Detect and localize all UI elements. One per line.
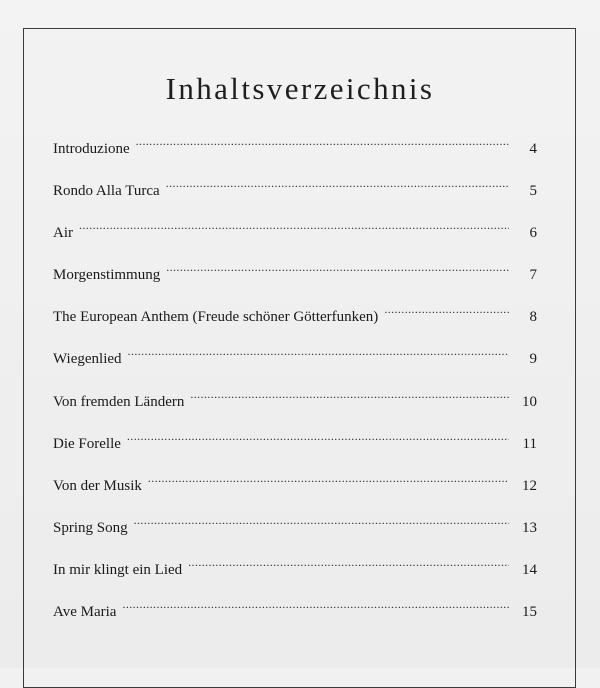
toc-entry[interactable] xyxy=(53,175,537,217)
toc-entry-title: The European Anthem (Freude schöner Götterfunken) xyxy=(53,309,379,326)
toc-entry-title: Air xyxy=(53,225,73,242)
toc-dot-leader xyxy=(384,301,509,321)
toc-dot-leader xyxy=(134,512,509,532)
toc-entry-title: Introduzione xyxy=(53,141,130,157)
toc-entry-title: Von fremden Ländern xyxy=(53,393,185,410)
toc-dot-leader xyxy=(148,470,509,490)
toc-entry-page: 14 xyxy=(522,561,537,578)
toc-dot-leader xyxy=(127,428,509,448)
toc-entry-title: Rondo Alla Turca xyxy=(53,183,160,200)
toc-entry-page: 4 xyxy=(529,141,537,157)
toc-entry-page: 12 xyxy=(522,477,537,494)
toc-entry-title: Die Forelle xyxy=(53,435,121,452)
toc-entry-page: 6 xyxy=(529,225,537,242)
toc-entry[interactable] xyxy=(53,596,537,638)
toc-dot-leader xyxy=(128,343,509,363)
toc-entry-title: Spring Song xyxy=(53,519,128,536)
toc-entry[interactable] xyxy=(53,386,537,428)
toc-entry-page: 9 xyxy=(529,351,537,368)
toc-entry-page: 13 xyxy=(522,519,537,536)
toc-entry-title: Morgenstimmung xyxy=(53,267,161,284)
toc-entry[interactable] xyxy=(53,133,537,175)
toc-entry[interactable] xyxy=(53,470,537,512)
toc-entry[interactable] xyxy=(53,554,537,596)
toc-dot-leader xyxy=(190,386,509,406)
toc-dot-leader xyxy=(79,217,509,237)
toc-dot-leader xyxy=(122,596,509,616)
toc-entry-title: Wiegenlied xyxy=(53,351,122,368)
toc-entry[interactable] xyxy=(53,428,537,470)
toc-entry-page: 8 xyxy=(529,309,537,326)
toc-dot-leader xyxy=(166,259,509,279)
toc-dot-leader xyxy=(136,133,509,153)
toc-entry[interactable] xyxy=(53,259,537,301)
toc-entry[interactable] xyxy=(53,512,537,554)
toc-entry-page: 11 xyxy=(522,435,537,452)
toc-entry-page: 7 xyxy=(529,267,537,284)
page-title: Inhaltsverzeichnis xyxy=(165,70,435,106)
table-of-contents xyxy=(53,133,537,638)
toc-entry-page: 10 xyxy=(522,393,537,410)
toc-dot-leader xyxy=(188,554,509,574)
toc-entry[interactable] xyxy=(53,217,537,259)
toc-entry[interactable] xyxy=(53,301,537,343)
toc-entry-title: Ave Maria xyxy=(53,604,117,621)
toc-entry[interactable] xyxy=(53,343,537,385)
toc-entry-page: 5 xyxy=(529,183,537,200)
toc-entry-page: 15 xyxy=(522,604,537,621)
toc-dot-leader xyxy=(166,175,509,195)
toc-entry-title: Von der Musik xyxy=(53,477,142,494)
toc-entry-title: In mir klingt ein Lied xyxy=(53,561,183,578)
